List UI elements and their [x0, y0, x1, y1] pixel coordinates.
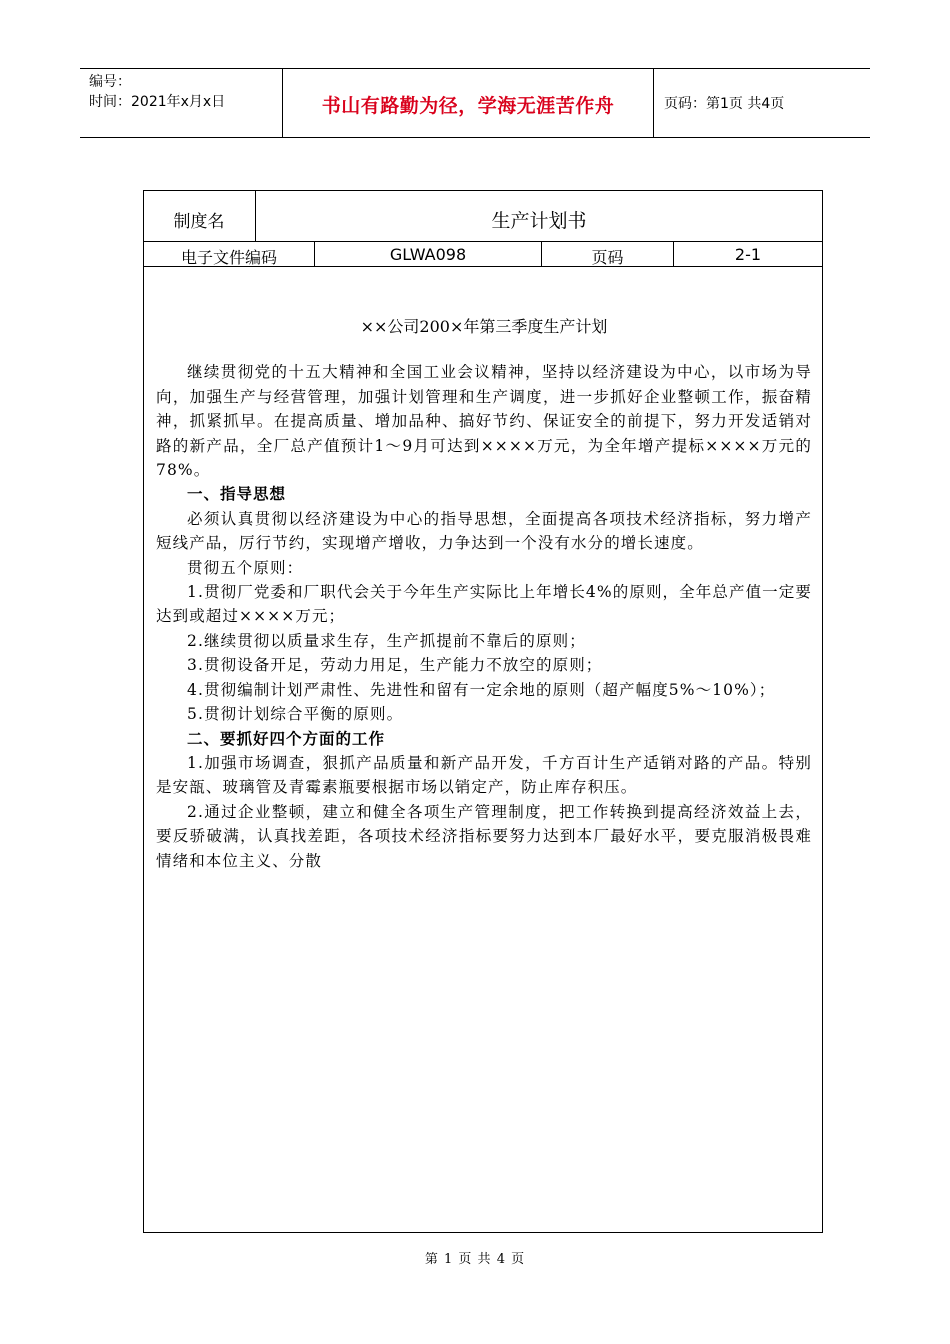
- document-body: [156, 315, 812, 873]
- page-header: [80, 68, 870, 138]
- page-code-label: 页码: [591, 248, 624, 267]
- page-code-value: 2-1: [734, 245, 762, 264]
- section-heading: 二、要抓好四个方面的工作: [187, 729, 386, 748]
- form-row-name: [144, 191, 822, 242]
- header-page-indicator: 页码：第1页 共4页: [664, 96, 785, 112]
- work-item: 1.加强市场调查，狠抓产品质量和新产品开发，千方百计生产适销对路的产品。特别是安瓿、玻璃管及青霉素瓶要根据市场以销定产，防止库存积压。: [156, 753, 812, 797]
- principle-item: 1.贯彻厂党委和厂职代会关于今年生产实际比上年增长4%的原则，全年总产值一定要达到或超过××××万元；: [156, 583, 812, 626]
- section-heading: 一、指导思想: [187, 485, 287, 504]
- form-row-code: [144, 242, 822, 267]
- section-paragraph: 必须认真贯彻以经济建设为中心的指导思想，全面提高各项技术经济指标，努力增产短线产品，厉行节约，实现增产增收，力争达到一个没有水分的增长速度。: [156, 509, 812, 553]
- file-code-value: GLWA098: [389, 245, 467, 264]
- document-number-label: 编号：: [89, 74, 131, 90]
- system-name-value: 生产计划书: [491, 210, 587, 232]
- document-date-label: 时间：2021年x月x日: [89, 94, 226, 110]
- page-footer: 第 1 页 共 4 页: [424, 1252, 526, 1267]
- intro-paragraph: 继续贯彻党的十五大精神和全国工业会议精神，坚持以经济建设为中心，以市场为导向，加强生产与经营管理，加强计划管理和生产调度，进一步抓好企业整顿工作，振奋精神，抓紧抓早。在提高质量、增加品种、搞好节约、保证安全的前提下，努力开发适销对路的新产品，全厂总产值预计1～9月可达到××××万元，为全年增产提标××××万元的78%。: [156, 363, 812, 480]
- principle-item: 2.继续贯彻以质量求生存，生产抓提前不靠后的原则；: [187, 631, 586, 650]
- document-frame: [143, 190, 823, 1233]
- header-motto: 书山有路勤为径，学海无涯苦作舟: [321, 95, 615, 117]
- document-title: ××公司200×年第三季度生产计划: [360, 317, 608, 336]
- system-name-label: 制度名: [173, 212, 225, 232]
- file-code-label: 电子文件编码: [180, 248, 277, 267]
- principle-item: 3.贯彻设备开足，劳动力用足，生产能力不放空的原则；: [187, 656, 603, 675]
- work-item: 2.通过企业整顿，建立和健全各项生产管理制度，把工作转换到提高经济效益上去，要反骄破满，认真找差距，各项技术经济指标要努力达到本厂最好水平，要克服消极畏难情绪和本位主义、分散: [156, 802, 812, 870]
- principle-item: 4.贯彻编制计划严肃性、先进性和留有一定余地的原则（超产幅度5%～10%）；: [187, 680, 776, 699]
- principles-intro: 贯彻五个原则：: [187, 558, 304, 577]
- header-meta: [89, 72, 225, 112]
- header-divider: [653, 69, 654, 137]
- principle-item: 5.贯彻计划综合平衡的原则。: [187, 705, 404, 724]
